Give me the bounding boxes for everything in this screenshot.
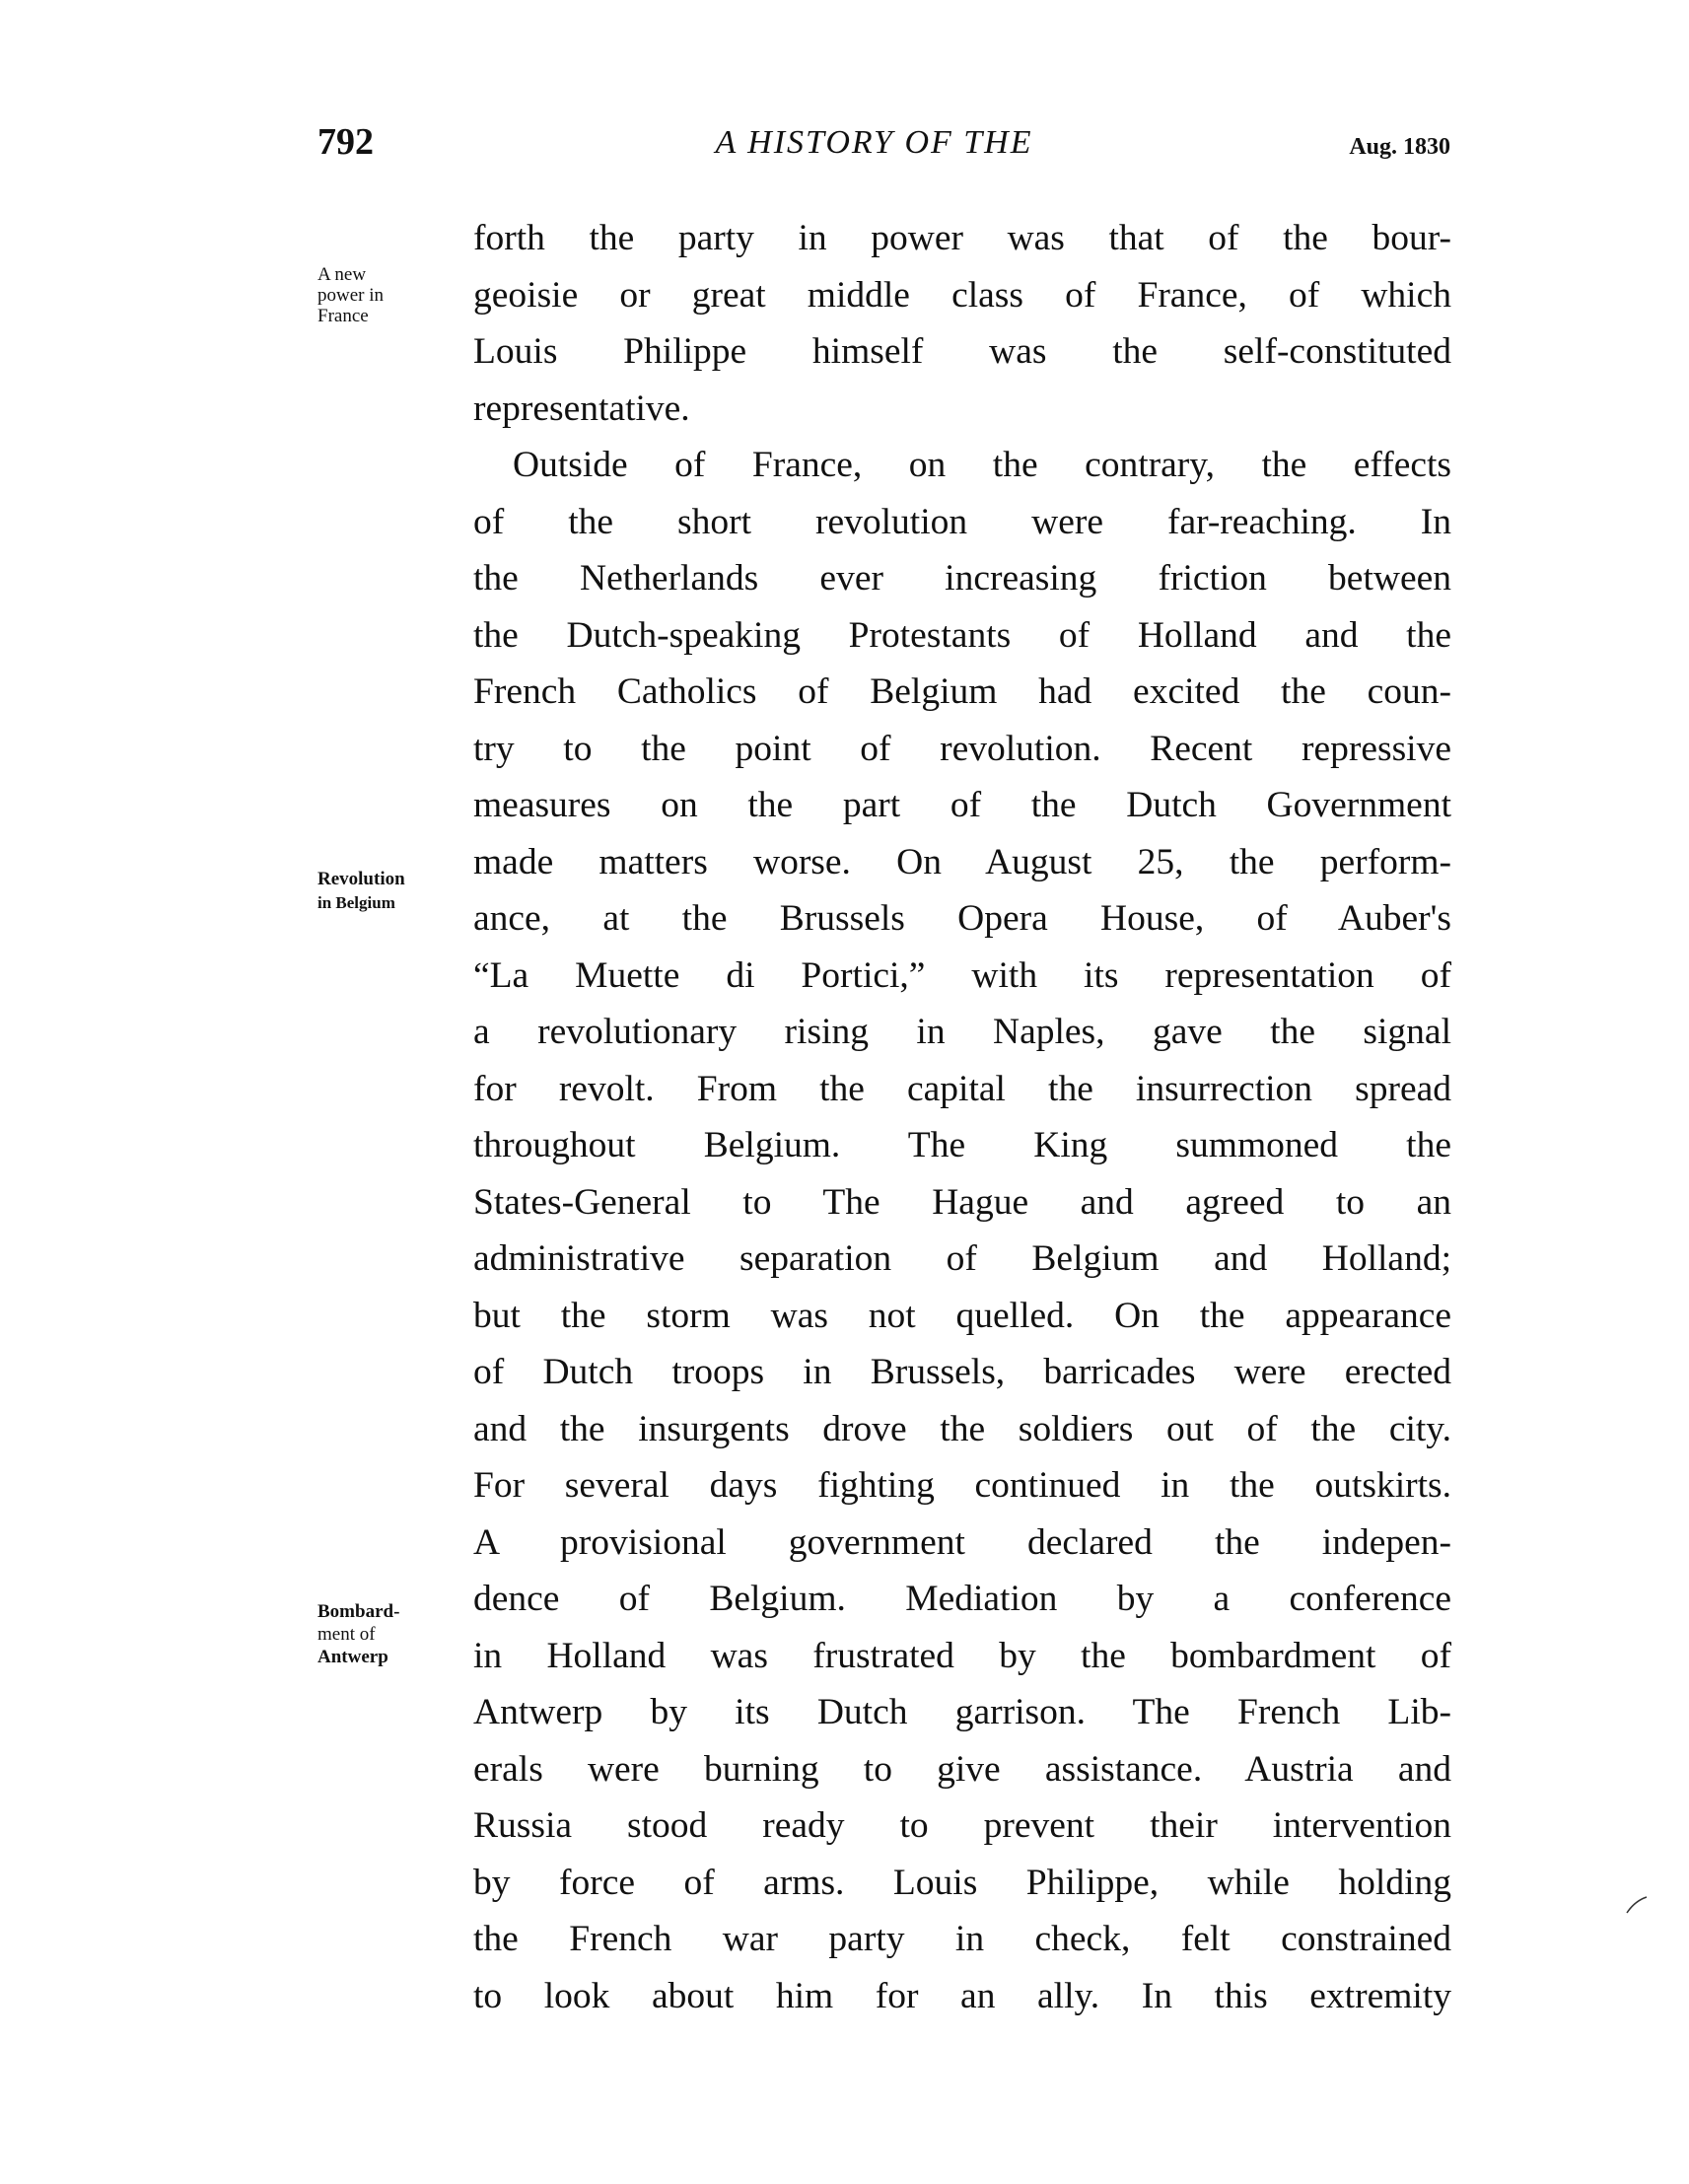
side-note-line: Bombard- <box>317 1601 400 1622</box>
text-line: dence of Belgium. Mediation by a conference <box>473 1579 1451 1619</box>
side-note-line: Revolution <box>317 869 405 889</box>
text-line: French Catholics of Belgium had excited the coun- <box>473 671 1451 712</box>
text-line: geoisie or great middle class of France, of which <box>473 274 1451 316</box>
text-line: Outside of France, on the contrary, the effects <box>513 445 1451 485</box>
side-note-line: Antwerp <box>317 1647 388 1667</box>
text-line: erals were burning to give assistance. Austria and <box>473 1748 1451 1790</box>
text-line: a revolutionary rising in Naples, gave the signal <box>473 1012 1451 1052</box>
header-date: Aug. 1830 <box>1349 134 1450 160</box>
text-line: throughout Belgium. The King summoned the <box>473 1125 1451 1165</box>
text-line: “La Muette di Portici,” with its representation of <box>473 954 1451 996</box>
text-line: but the storm was not quelled. On the appearance <box>473 1295 1451 1336</box>
side-note-bombardment <box>317 1600 399 1668</box>
text-line: in Holland was frustrated by the bombardment of <box>473 1635 1451 1676</box>
text-line: and the insurgents drove the soldiers out of the city. <box>473 1408 1451 1449</box>
text-line: States-General to The Hague and agreed to an <box>473 1181 1451 1223</box>
text-line: the French war party in check, felt constrained <box>473 1919 1451 1959</box>
text-line: ance, at the Brussels Opera House, of Auber's <box>473 898 1451 939</box>
side-note-line: France <box>317 306 369 326</box>
running-title: A HISTORY OF THE <box>715 124 1033 161</box>
text-line: of the short revolution were far-reaching. In <box>473 501 1451 542</box>
text-line: forth the party in power was that of the bour- <box>473 218 1451 258</box>
text-line: try to the point of revolution. Recent repressive <box>473 728 1451 769</box>
text-line: made matters worse. On August 25, the perform- <box>473 841 1451 882</box>
text-line: administrative separation of Belgium and Holland; <box>473 1238 1451 1279</box>
page-number: 792 <box>317 121 374 163</box>
stray-pen-mark <box>1625 1895 1649 1915</box>
text-line: by force of arms. Louis Philippe, while holding <box>473 1862 1451 1903</box>
side-note-line: in Belgium <box>317 893 395 912</box>
text-line: A provisional government declared the indepen- <box>473 1521 1451 1563</box>
text-line: representative. <box>473 387 690 429</box>
text-line: measures on the part of the Dutch Government <box>473 785 1451 825</box>
side-note-new-power <box>317 264 384 326</box>
text-line: Antwerp by its Dutch garrison. The French Lib- <box>473 1692 1451 1732</box>
side-note-revolution <box>317 868 405 915</box>
text-line: Russia stood ready to prevent their intervention <box>473 1805 1451 1846</box>
text-line: to look about him for an ally. In this extremity <box>473 1975 1451 2016</box>
text-line: for revolt. From the capital the insurrection spread <box>473 1068 1451 1109</box>
side-note-line: A new <box>317 264 367 285</box>
text-line: the Dutch-speaking Protestants of Holland and the <box>473 614 1451 656</box>
side-note-line: power in <box>317 285 385 306</box>
text-line: Louis Philippe himself was the self-constituted <box>473 331 1451 372</box>
side-note-line: ment of <box>317 1624 376 1645</box>
text-line: the Netherlands ever increasing friction between <box>473 558 1451 599</box>
text-line: For several days fighting continued in the outskirts. <box>473 1465 1451 1506</box>
text-line: of Dutch troops in Brussels, barricades were erected <box>473 1352 1451 1392</box>
